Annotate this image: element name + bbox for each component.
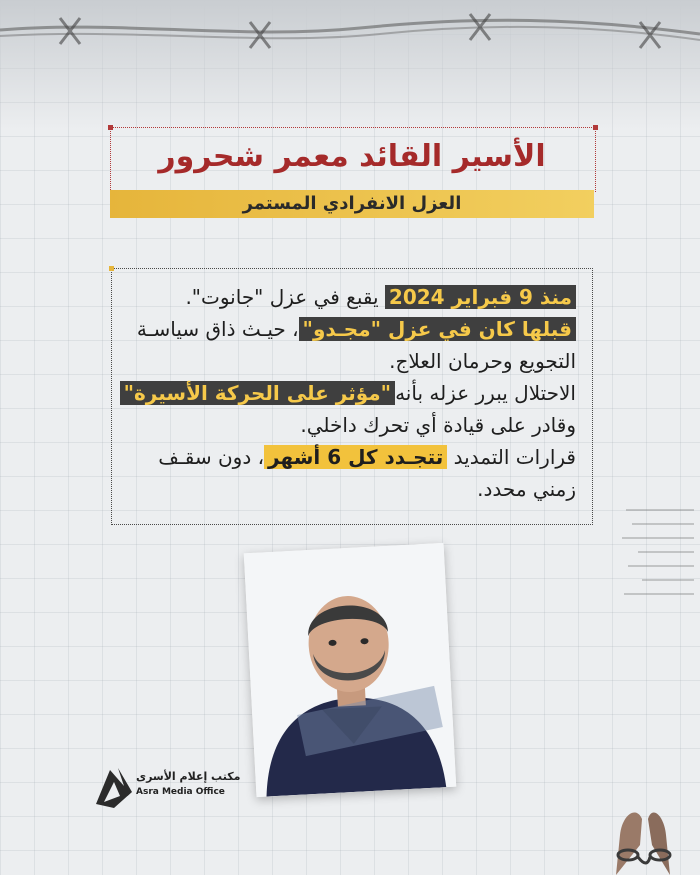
body-text: قرارات التمديد	[453, 445, 576, 469]
body-line-3: التجويع وحرمان العلاج.	[389, 349, 576, 373]
prisoner-photo-card	[244, 543, 456, 797]
faded-document-decoration	[618, 500, 700, 610]
highlight-influence: "مؤثر على الحركة الأسيرة"	[120, 381, 395, 405]
body-line-2	[126, 313, 576, 345]
barbed-wire-decoration	[0, 0, 700, 80]
body-text: ، دون سقـف	[158, 445, 265, 469]
frame-corner-left	[108, 125, 113, 130]
body-line-5: وقادر على قيادة أي تحرك داخلي.	[300, 413, 576, 437]
body-line-4	[123, 377, 576, 409]
highlight-date: منذ 9 فبراير 2024	[385, 285, 576, 309]
prisoner-portrait	[244, 543, 456, 797]
subtitle-bar: العزل الانفرادي المستمر	[110, 190, 594, 218]
highlight-renewal: تتجـدد كل 6 أشهر	[264, 445, 447, 469]
body-line-7: زمني محدد.	[477, 477, 576, 501]
frame-corner-right	[593, 125, 598, 130]
body-text: يقبع في عزل "جانوت".	[185, 285, 379, 309]
body-text: ، حيـث ذاق سياسـة	[136, 317, 299, 341]
info-box-corner	[109, 266, 114, 271]
logo-arabic-name: مكتب إعلام الأسرى	[136, 770, 241, 783]
body-line-1	[126, 281, 576, 313]
page-title: الأسير القائد معمر شحرور	[158, 139, 546, 174]
body-text: الاحتلال يبرر عزله بأنه	[395, 381, 576, 405]
logo-english-name: Asra Media Office	[136, 787, 225, 797]
body-line-6	[126, 441, 576, 473]
chained-hands-decoration	[596, 775, 700, 875]
info-box	[111, 268, 593, 525]
highlight-previous-isolation: قبلها كان في عزل "مجـدو"	[299, 317, 576, 341]
